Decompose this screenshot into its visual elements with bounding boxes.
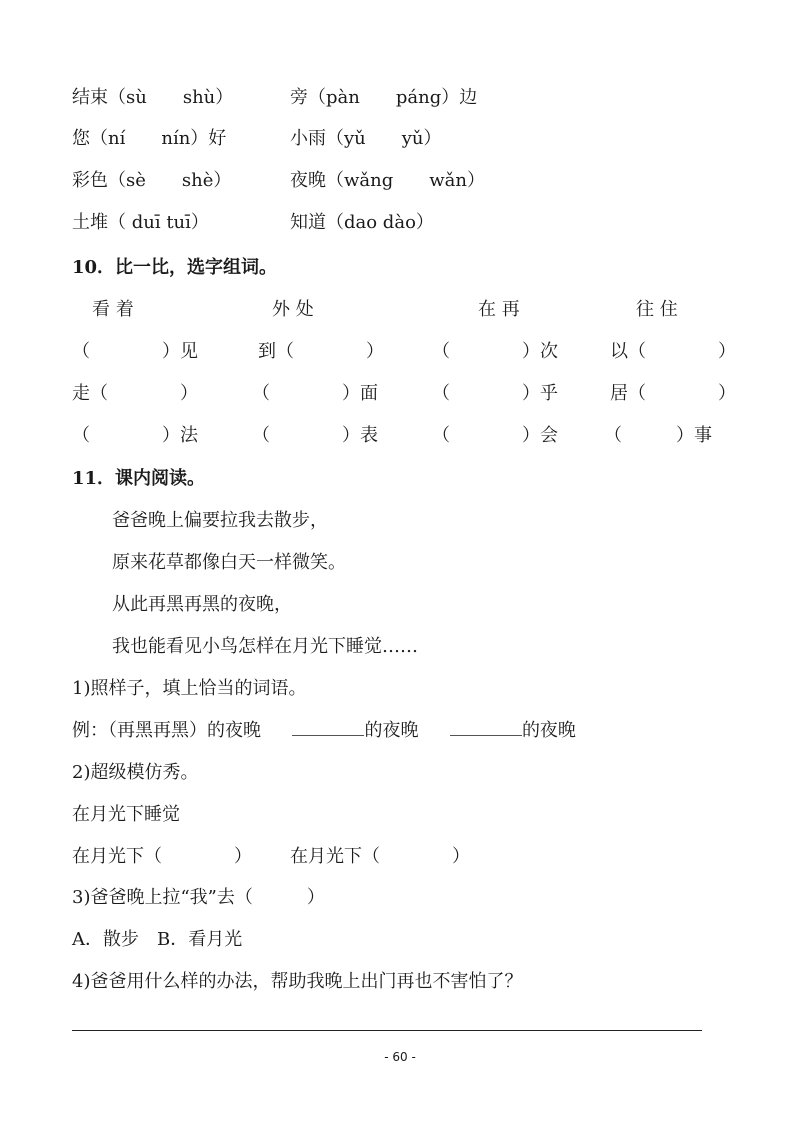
example-text: 例：（再黑再黑）的夜晚: [72, 720, 261, 741]
fill-blank-r1-c3[interactable]: （ ）次: [432, 341, 558, 362]
fill-blank-r3-c1[interactable]: （ ）法: [72, 425, 198, 446]
poem-line-4: 我也能看见小鸟怎样在月光下睡觉……: [112, 636, 418, 657]
imitation-item-2[interactable]: 在月光下（ ）: [290, 846, 470, 867]
pinyin-row-4-right: 知道（dao dào）: [290, 212, 434, 233]
model-sentence: 在月光下睡觉: [72, 804, 180, 825]
pinyin-row-4-left: 土堆（ duī tuī）: [72, 212, 209, 233]
sub-question-3-prompt[interactable]: 3)爸爸晚上拉“我”去（ ）: [72, 887, 325, 908]
fill-blank-r1-c4[interactable]: 以（ ）: [610, 341, 736, 362]
imitation-item-1[interactable]: 在月光下（ ）: [72, 846, 252, 867]
char-pair-4: 往 住: [636, 299, 678, 320]
fill-blank-r1-c2[interactable]: 到（ ）: [258, 341, 384, 362]
pinyin-row-1-right: 旁（pàn páng）边: [290, 87, 478, 108]
fill-blank-r2-c1[interactable]: 走（ ）: [72, 383, 198, 404]
poem-line-2: 原来花草都像白天一样微笑。: [112, 552, 346, 573]
sub-question-1-prompt: 1)照样子，填上恰当的词语。: [72, 678, 307, 699]
answer-suffix-2: 的夜晚: [521, 720, 576, 741]
char-pair-1: 看 着: [92, 299, 134, 320]
char-pair-2: 外 处: [272, 299, 314, 320]
answer-blank-2[interactable]: [450, 719, 522, 736]
fill-blank-r2-c4[interactable]: 居（ ）: [610, 383, 736, 404]
pinyin-row-1-left: 结束（sù shù）: [72, 87, 234, 108]
sub-question-3-options[interactable]: A．散步 B．看月光: [72, 929, 243, 950]
fill-blank-r3-c3[interactable]: （ ）会: [432, 425, 558, 446]
page-number: - 60 -: [384, 1050, 416, 1064]
poem-line-3: 从此再黑再黑的夜晚，: [112, 594, 292, 615]
sub-question-2-prompt: 2)超级模仿秀。: [72, 762, 199, 783]
fill-blank-r2-c3[interactable]: （ ）乎: [432, 383, 558, 404]
char-pair-3: 在 再: [478, 299, 520, 320]
sub-question-1-line: [72, 719, 576, 743]
poem-line-1: 爸爸晚上偏要拉我去散步，: [112, 510, 328, 531]
pinyin-row-2-left: 您（ní nín）好: [72, 128, 227, 149]
pinyin-row-3-right: 夜晚（wǎng wǎn）: [290, 170, 485, 191]
fill-blank-r1-c1[interactable]: （ ）见: [72, 341, 198, 362]
fill-blank-r3-c2[interactable]: （ ）表: [252, 425, 378, 446]
sub-question-4-prompt: 4)爸爸用什么样的办法，帮助我晚上出门再也不害怕了？: [72, 971, 523, 992]
question-10-title: 10．比一比，选字组词。: [72, 257, 278, 278]
fill-blank-r2-c2[interactable]: （ ）面: [252, 383, 378, 404]
answer-suffix-1: 的夜晚: [364, 720, 419, 741]
pinyin-row-2-right: 小雨（yǔ yǔ）: [290, 128, 442, 149]
fill-blank-r3-c4[interactable]: （ ）事: [604, 425, 712, 446]
pinyin-row-3-left: 彩色（sè shè）: [72, 170, 232, 191]
question-11-title: 11．课内阅读。: [72, 468, 206, 489]
answer-blank-1[interactable]: [292, 719, 364, 736]
footer-divider: [72, 1030, 702, 1031]
